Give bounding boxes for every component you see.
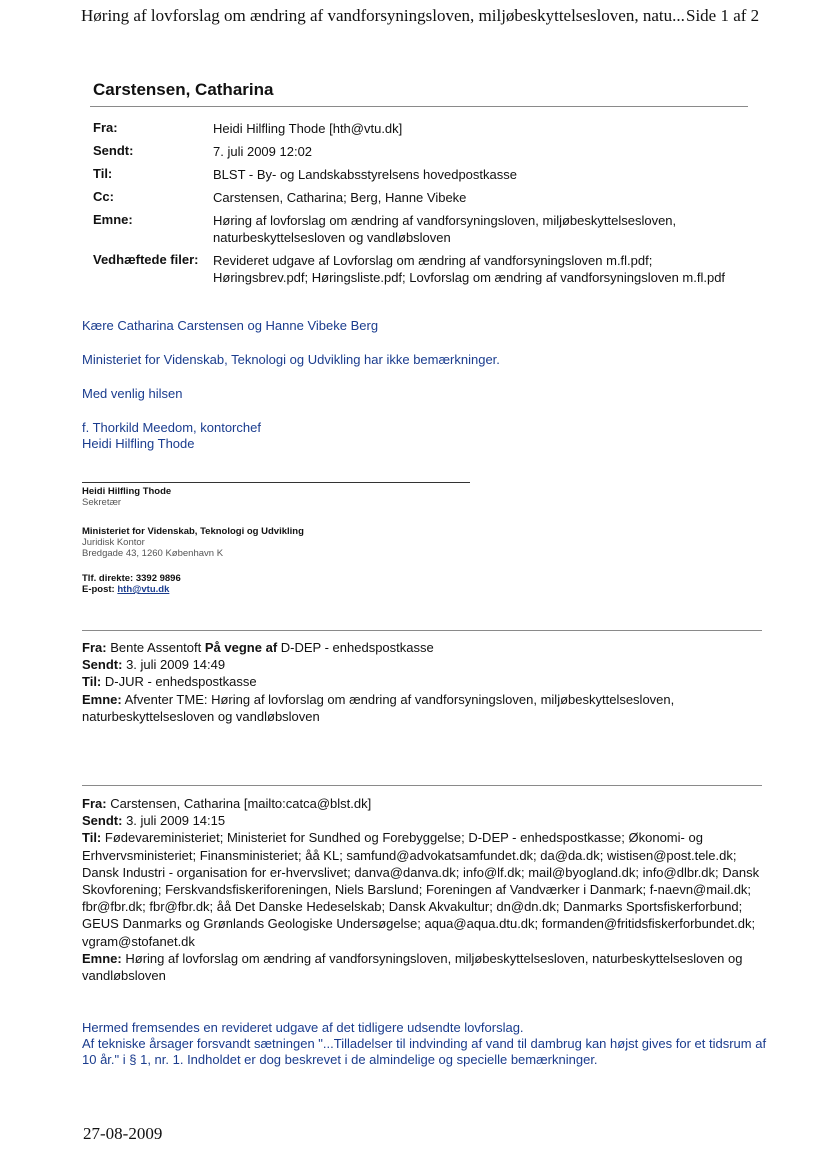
signoff-line-2: Heidi Hilfling Thode — [82, 436, 195, 451]
from-label: Fra: — [93, 120, 118, 135]
quoted1-block — [82, 639, 772, 725]
quoted2-subject-value: Høring af lovforslag om ændring af vandforsyningsloven, miljøbeskyttelsesloven, naturbeskyttelsesloven og vandløbsloven — [82, 950, 743, 984]
sender-name: Carstensen, Catharina — [93, 80, 274, 99]
quoted1-from-label: Fra: — [82, 640, 107, 655]
email-label: E-post: — [82, 584, 115, 595]
body-line: Ministeriet for Videnskab, Teknologi og Udvikling har ikke bemærkninger. — [82, 352, 500, 367]
phone-label: Tlf. direkte: — [82, 573, 134, 584]
closing-text-line-1: Hermed fremsendes en revideret udgave af det tidligere udsendte lovforslag. — [82, 1020, 524, 1035]
signature-dept: Juridisk Kontor — [82, 537, 145, 548]
signature-title: Sekretær — [82, 497, 122, 508]
greeting: Kære Catharina Carstensen og Hanne Vibeke Berg — [82, 318, 379, 333]
quoted1-divider — [82, 630, 762, 631]
signature-divider — [82, 482, 470, 483]
quoted1-behalf-value: D-DEP - enhedspostkasse — [280, 640, 434, 655]
closing-text-line-2: Af tekniske årsager forsvandt sætningen "...Tilladelser til indvinding af vand til dambrug kan højst gives for et tidsrum af 10 år." i § 1, nr. 1. Indholdet er dog beskrevet i de almindelige og specielle bemærkninger. — [82, 1036, 767, 1067]
quoted2-block — [82, 795, 772, 984]
footer-date: 27-08-2009 — [83, 1124, 163, 1143]
from-value: Heidi Hilfling Thode [hth@vtu.dk] — [213, 121, 403, 136]
quoted1-behalf-label: På vegne af — [204, 640, 278, 655]
attachments-label: Vedhæftede filer: — [93, 252, 199, 267]
to-label: Til: — [93, 166, 113, 181]
signature-address: Bredgade 43, 1260 København K — [82, 548, 224, 559]
sent-value: 7. juli 2009 12:02 — [213, 144, 313, 159]
subject-label: Emne: — [93, 212, 133, 227]
quoted2-sent-label: Sendt: — [82, 813, 123, 829]
quoted2-sent-value: 3. juli 2009 14:15 — [126, 813, 226, 829]
signature-block — [82, 486, 482, 595]
phone-value: 3392 9896 — [135, 573, 181, 584]
print-header-page: Side 1 af 2 — [686, 6, 760, 25]
signature-name: Heidi Hilfling Thode — [82, 486, 172, 497]
quoted1-sent-value: 3. juli 2009 14:49 — [126, 657, 226, 673]
signature-org: Ministeriet for Videnskab, Teknologi og Udvikling — [82, 526, 304, 537]
quoted2-to-value: Fødevareministeriet; Ministeriet for Sundhed og Forebyggelse; D-DEP - enhedspostkasse; Økonomi- og Erhvervsministeriet; Finansministeriet; åå KL; samfund@advokatsamfundet.dk; da@da.dk; wistisen@post.tele.dk; Dansk Industri - organisation for er-hvervslivet; danva@danva.dk; info@lf.dk; mail@byogland.dk; info@dlbr.dk; Dansk Skovforening; Ferskvandsfiskeriforeningen, Niels Barslund; Foreningen af Vandværker i Danmark; f-naevn@mail.dk; fbr@fbr.dk; fbr@fbr.dk; åå Det Danske Hedeselskab; Dansk Akvakultur; dn@dn.dk; Danmarks Sportsfiskerforbund; GEUS Danmarks og Grønlands Geologiske Undersøgelse; aqua@aqua.dtu.dk; formanden@fritidsfiskerforbundet.dk; vgram@stofanet.dk — [82, 830, 760, 949]
quoted1-to-label: Til: — [82, 674, 102, 690]
attachments-value: Revideret udgave af Lovforslag om ændring af vandforsyningsloven m.fl.pdf; Høringsbrev.pdf; Høringsliste.pdf; Lovforslag om ændring af vandforsyningsloven m.fl.pdf — [213, 253, 726, 285]
quoted1-to-value: D-JUR - enhedspostkasse — [104, 674, 257, 690]
quoted2-subject-label: Emne: — [82, 950, 122, 966]
to-value: BLST - By- og Landskabsstyrelsens hovedpostkasse — [213, 167, 517, 182]
quoted1-subject-label: Emne: — [82, 691, 122, 707]
quoted1-from-value: Bente Assentoft — [110, 640, 202, 655]
subject-value: Høring af lovforslag om ændring af vandforsyningsloven, miljøbeskyttelsesloven, naturbeskyttelsesloven og vandløbsloven — [213, 213, 677, 245]
quoted2-to-label: Til: — [82, 830, 102, 846]
email-link[interactable]: hth@vtu.dk — [117, 584, 170, 595]
sent-label: Sendt: — [93, 143, 134, 158]
quoted2-divider — [82, 785, 762, 786]
quoted1-sent-label: Sendt: — [82, 657, 123, 673]
quoted2-from-value: Carstensen, Catharina [mailto:catca@blst.dk] — [110, 796, 372, 811]
signoff-line-1: f. Thorkild Meedom, kontorchef — [82, 420, 261, 435]
cc-label: Cc: — [93, 189, 114, 204]
closing-text — [82, 1020, 772, 1068]
print-header-title: Høring af lovforslag om ændring af vandforsyningsloven, miljøbeskyttelsesloven, natu... — [81, 6, 685, 25]
header-divider — [90, 106, 748, 107]
closing: Med venlig hilsen — [82, 386, 183, 401]
quoted2-from-label: Fra: — [82, 796, 107, 811]
quoted1-subject-value: Afventer TME: Høring af lovforslag om ændring af vandforsyningsloven, miljøbeskyttelsesloven, naturbeskyttelsesloven og vandløbsloven — [82, 691, 675, 724]
cc-value: Carstensen, Catharina; Berg, Hanne Vibeke — [213, 190, 467, 205]
